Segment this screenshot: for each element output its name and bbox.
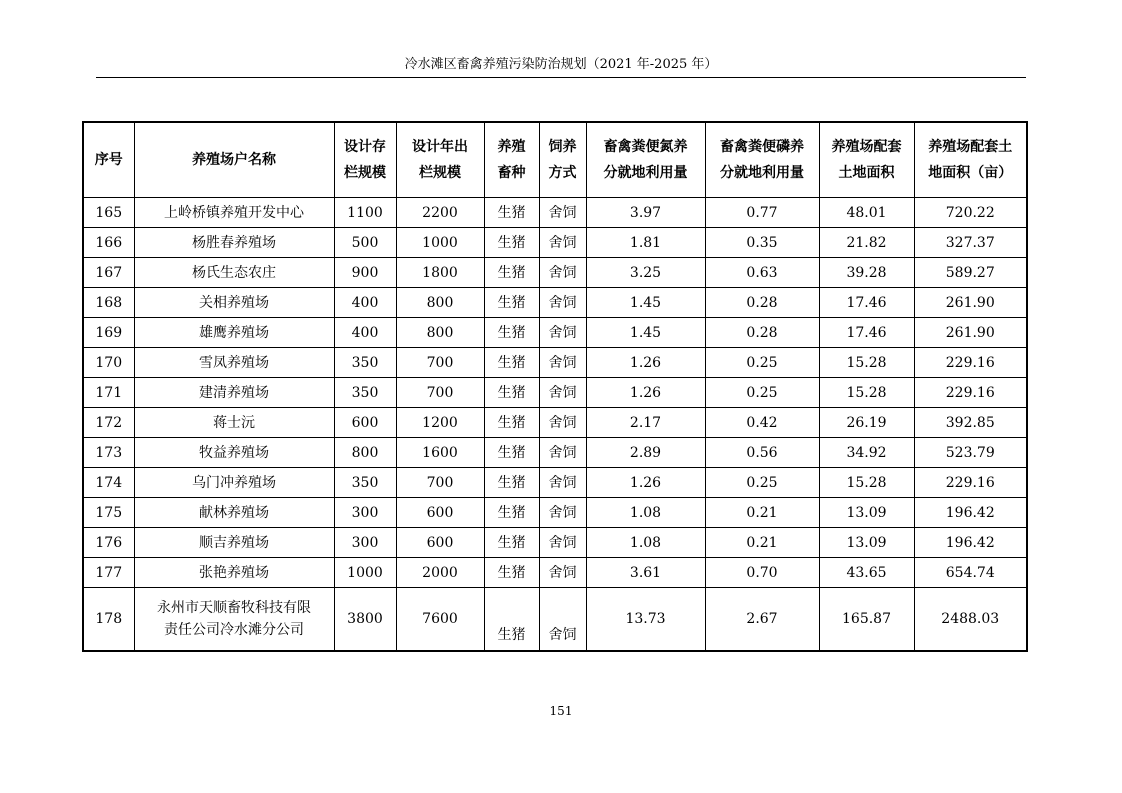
column-header-line: 养殖场户名称 [192,152,276,168]
cell-phosphorus: 0.77 [705,198,819,228]
cell-stock: 1000 [334,558,396,588]
column-header-line: 方式 [548,165,577,181]
cell-annual: 700 [396,468,484,498]
column-header-line: 养殖场配套 [831,139,902,155]
cell-annual: 1000 [396,228,484,258]
column-header-line: 畜种 [497,165,526,181]
cell-species: 生猪 [484,378,539,408]
cell-method: 舍饲 [539,348,586,378]
cell-nitrogen: 1.26 [586,468,705,498]
cell-land-mu: 196.42 [914,498,1027,528]
cell-annual: 1200 [396,408,484,438]
cell-stock: 600 [334,408,396,438]
cell-farm-name: 雄鹰养殖场 [134,318,334,348]
cell-farm-name: 雪凤养殖场 [134,348,334,378]
cell-id: 172 [83,408,134,438]
cell-farm-name: 上岭桥镇养殖开发中心 [134,198,334,228]
cell-id: 170 [83,348,134,378]
table-row [83,438,1027,468]
farm-name-line-2: 责任公司冷水滩分公司 [164,622,304,638]
cell-id: 174 [83,468,134,498]
cell-id: 167 [83,258,134,288]
cell-land-area: 21.82 [819,228,914,258]
cell-land-mu: 229.16 [914,468,1027,498]
page-number: 151 [549,704,573,718]
cell-phosphorus: 0.25 [705,468,819,498]
cell-farm-name: 牧益养殖场 [134,438,334,468]
cell-method: 舍饲 [539,438,586,468]
cell-land-mu: 327.37 [914,228,1027,258]
cell-species: 生猪 [484,528,539,558]
column-header-line: 栏规模 [419,165,461,181]
cell-nitrogen: 13.73 [586,588,705,652]
cell-method: 舍饲 [539,588,586,652]
cell-stock: 400 [334,288,396,318]
table-row [83,258,1027,288]
cell-stock: 300 [334,528,396,558]
column-header-line: 分就地利用量 [603,165,688,181]
column-header-line: 养殖 [497,139,526,155]
column-header-line: 栏规模 [344,165,386,181]
column-header-line: 设计年出 [412,139,468,155]
cell-id: 176 [83,528,134,558]
cell-stock: 350 [334,468,396,498]
cell-annual: 800 [396,288,484,318]
column-header-line: 畜禽粪便磷养 [720,139,804,155]
cell-land-mu: 589.27 [914,258,1027,288]
cell-land-mu: 523.79 [914,438,1027,468]
cell-nitrogen: 1.45 [586,288,705,318]
cell-land-mu: 261.90 [914,288,1027,318]
cell-land-area: 13.09 [819,528,914,558]
cell-nitrogen: 3.25 [586,258,705,288]
cell-nitrogen: 2.89 [586,438,705,468]
table-row [83,468,1027,498]
cell-land-mu: 2488.03 [914,588,1027,652]
cell-land-mu: 229.16 [914,378,1027,408]
cell-land-area: 43.65 [819,558,914,588]
cell-nitrogen: 1.81 [586,228,705,258]
cell-phosphorus: 0.25 [705,348,819,378]
cell-species: 生猪 [484,258,539,288]
cell-land-mu: 392.85 [914,408,1027,438]
cell-farm-name: 蒋士沅 [134,408,334,438]
cell-land-area: 15.28 [819,378,914,408]
cell-species: 生猪 [484,318,539,348]
column-header-4 [484,122,539,198]
table-row [83,318,1027,348]
cell-stock: 400 [334,318,396,348]
cell-annual: 1800 [396,258,484,288]
cell-annual: 600 [396,498,484,528]
cell-farm-name: 建清养殖场 [134,378,334,408]
column-header-5 [539,122,586,198]
column-header-line: 饲养 [548,139,577,155]
cell-id: 168 [83,288,134,318]
farm-table [82,121,1028,652]
column-header-line: 设计存 [344,139,386,155]
column-header-line: 土地面积 [838,165,895,181]
table-row [83,198,1027,228]
cell-annual: 7600 [396,588,484,652]
cell-phosphorus: 0.56 [705,438,819,468]
farm-name-line-1: 永州市天顺畜牧科技有限 [157,600,311,616]
cell-land-mu: 229.16 [914,348,1027,378]
column-header-1 [134,122,334,198]
column-header-8 [819,122,914,198]
cell-farm-name: 杨氏生态农庄 [134,258,334,288]
column-header-line: 畜禽粪便氮养 [603,139,688,155]
cell-stock: 300 [334,498,396,528]
cell-farm-name: 顺吉养殖场 [134,528,334,558]
cell-stock: 500 [334,228,396,258]
cell-id: 169 [83,318,134,348]
cell-id: 171 [83,378,134,408]
cell-species: 生猪 [484,588,539,652]
cell-land-area: 17.46 [819,288,914,318]
cell-land-area: 15.28 [819,348,914,378]
column-header-line: 分就地利用量 [720,165,804,181]
table-row [83,558,1027,588]
cell-species: 生猪 [484,348,539,378]
cell-nitrogen: 1.26 [586,348,705,378]
cell-method: 舍饲 [539,498,586,528]
cell-land-mu: 196.42 [914,528,1027,558]
cell-method: 舍饲 [539,468,586,498]
cell-method: 舍饲 [539,258,586,288]
cell-farm-name: 关相养殖场 [134,288,334,318]
cell-id: 178 [83,588,134,652]
page-header [96,56,1026,78]
header-title: 冷水滩区畜禽养殖污染防治规划（2021 年-2025 年） [404,57,718,72]
cell-phosphorus: 0.35 [705,228,819,258]
cell-phosphorus: 2.67 [705,588,819,652]
cell-species: 生猪 [484,558,539,588]
cell-annual: 700 [396,378,484,408]
cell-nitrogen: 1.26 [586,378,705,408]
cell-land-area: 15.28 [819,468,914,498]
column-header-line: 养殖场配套土 [928,139,1013,155]
cell-land-area: 17.46 [819,318,914,348]
cell-farm-name [134,588,334,652]
table-body [83,198,1027,652]
cell-farm-name: 杨胜春养殖场 [134,228,334,258]
cell-species: 生猪 [484,228,539,258]
cell-id: 166 [83,228,134,258]
table-row [83,288,1027,318]
cell-land-mu: 261.90 [914,318,1027,348]
cell-species: 生猪 [484,468,539,498]
cell-land-area: 39.28 [819,258,914,288]
cell-land-area: 34.92 [819,438,914,468]
cell-id: 173 [83,438,134,468]
table-row [83,348,1027,378]
column-header-0 [83,122,134,198]
cell-farm-name: 乌门冲养殖场 [134,468,334,498]
cell-method: 舍饲 [539,378,586,408]
cell-farm-name: 张艳养殖场 [134,558,334,588]
cell-phosphorus: 0.21 [705,528,819,558]
cell-land-area: 26.19 [819,408,914,438]
cell-method: 舍饲 [539,288,586,318]
cell-method: 舍饲 [539,318,586,348]
cell-species: 生猪 [484,438,539,468]
cell-method: 舍饲 [539,558,586,588]
table-row-178 [83,588,1027,652]
cell-phosphorus: 0.21 [705,498,819,528]
table-row [83,498,1027,528]
cell-land-mu: 720.22 [914,198,1027,228]
cell-nitrogen: 1.45 [586,318,705,348]
cell-nitrogen: 1.08 [586,528,705,558]
cell-phosphorus: 0.70 [705,558,819,588]
cell-annual: 600 [396,528,484,558]
cell-id: 177 [83,558,134,588]
cell-species: 生猪 [484,288,539,318]
column-header-9 [914,122,1027,198]
cell-stock: 800 [334,438,396,468]
table-row [83,228,1027,258]
cell-annual: 2000 [396,558,484,588]
cell-stock: 1100 [334,198,396,228]
cell-phosphorus: 0.42 [705,408,819,438]
column-header-7 [705,122,819,198]
cell-land-area: 165.87 [819,588,914,652]
cell-stock: 3800 [334,588,396,652]
cell-land-area: 48.01 [819,198,914,228]
cell-species: 生猪 [484,498,539,528]
cell-nitrogen: 3.61 [586,558,705,588]
table-row [83,378,1027,408]
cell-id: 175 [83,498,134,528]
cell-annual: 1600 [396,438,484,468]
cell-phosphorus: 0.28 [705,288,819,318]
column-header-line: 地面积（亩） [928,165,1013,181]
cell-annual: 800 [396,318,484,348]
cell-phosphorus: 0.63 [705,258,819,288]
column-header-6 [586,122,705,198]
cell-nitrogen: 2.17 [586,408,705,438]
table-header-row [83,122,1027,198]
cell-method: 舍饲 [539,408,586,438]
cell-stock: 350 [334,348,396,378]
cell-farm-name: 献林养殖场 [134,498,334,528]
cell-method: 舍饲 [539,198,586,228]
cell-land-mu: 654.74 [914,558,1027,588]
column-header-line: 序号 [94,152,123,168]
cell-annual: 2200 [396,198,484,228]
cell-nitrogen: 1.08 [586,498,705,528]
cell-annual: 700 [396,348,484,378]
cell-phosphorus: 0.25 [705,378,819,408]
column-header-3 [396,122,484,198]
cell-land-area: 13.09 [819,498,914,528]
table-row [83,528,1027,558]
cell-id: 165 [83,198,134,228]
cell-species: 生猪 [484,198,539,228]
cell-phosphorus: 0.28 [705,318,819,348]
cell-nitrogen: 3.97 [586,198,705,228]
table-row [83,408,1027,438]
cell-stock: 900 [334,258,396,288]
column-header-2 [334,122,396,198]
cell-method: 舍饲 [539,528,586,558]
cell-species: 生猪 [484,408,539,438]
cell-method: 舍饲 [539,228,586,258]
cell-stock: 350 [334,378,396,408]
